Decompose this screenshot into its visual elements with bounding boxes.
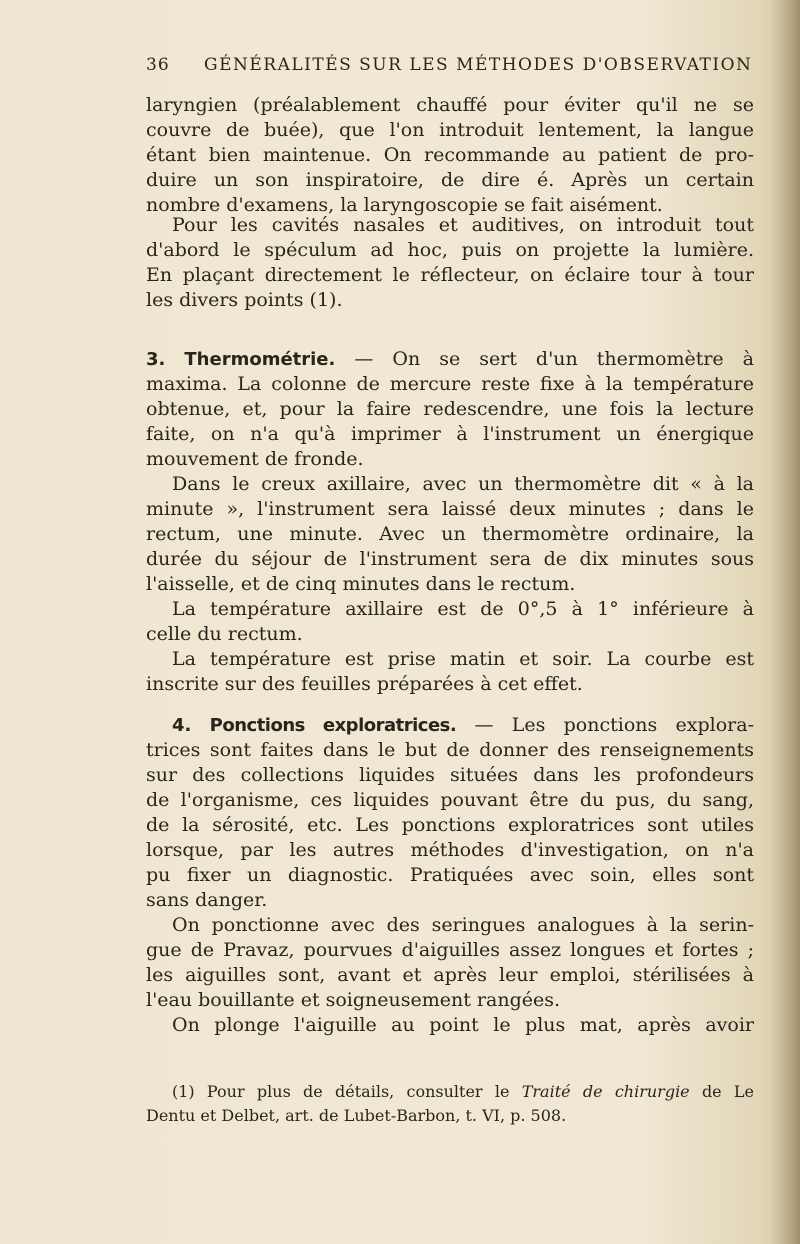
text-line: nombre d'examens, la laryngoscopie se fait aisément. — [146, 194, 663, 216]
text-line: pu fixer un diagnostic. Pratiquées avec soin, elles sont — [146, 864, 754, 886]
text-line: En plaçant directement le réflecteur, on éclaire tour à tour — [146, 264, 754, 286]
footnote — [146, 1080, 754, 1128]
page-edge-shadow — [770, 0, 800, 1244]
text-line: celle du rectum. — [146, 623, 303, 645]
text-line: trices sont faites dans le but de donner des renseignements — [146, 739, 754, 761]
text-line: Dans le creux axillaire, avec un thermomètre dit « à la — [172, 473, 754, 495]
text-line: les divers points (1). — [146, 289, 343, 311]
text-line: sans danger. — [146, 889, 268, 911]
running-title: GÉNÉRALITÉS SUR LES MÉTHODES D'OBSERVATION — [204, 55, 753, 75]
text-line: étant bien maintenue. On recommande au patient de pro- — [146, 144, 754, 166]
text-line: Pour les cavités nasales et auditives, on introduit tout — [172, 214, 754, 236]
text-line: minute », l'instrument sera laissé deux minutes ; dans le — [146, 498, 754, 520]
section-heading-line — [146, 347, 754, 372]
section-heading-line — [146, 713, 754, 738]
text-line: duire un son inspiratoire, de dire é. Après un certain — [146, 169, 754, 191]
footnote-text: (1) Pour plus de détails, consulter le — [172, 1082, 510, 1101]
section-first-line-text: — Les ponctions explora- — [474, 714, 755, 736]
text-line: La température est prise matin et soir. La courbe est — [172, 648, 754, 670]
paragraph-nasal-cavities — [146, 213, 754, 313]
text-line: de la sérosité, etc. Les ponctions exploratrices sont utiles — [146, 814, 754, 836]
text-line: couvre de buée), que l'on introduit lentement, la langue — [146, 119, 754, 141]
text-line: La température axillaire est de 0°,5 à 1° inférieure à — [172, 598, 754, 620]
text-line: On plonge l'aiguille au point le plus mat, après avoir — [172, 1014, 754, 1036]
text-line: On ponctionne avec des seringues analogues à la serin- — [172, 914, 754, 936]
text-line: laryngien (préalablement chauffé pour éviter qu'il ne se — [146, 94, 754, 116]
section-first-line-text: — On se sert d'un thermomètre à — [354, 348, 754, 370]
section-thermometrie — [146, 347, 754, 697]
text-line: durée du séjour de l'instrument sera de dix minutes sous — [146, 548, 754, 570]
text-line: mouvement de fronde. — [146, 448, 364, 470]
text-line: gue de Pravaz, pourvues d'aiguilles assez longues et fortes ; — [146, 939, 754, 961]
text-line: sur des collections liquides situées dans les profondeurs — [146, 764, 754, 786]
text-line: de l'organisme, ces liquides pouvant être du pus, du sang, — [146, 789, 754, 811]
text-line: faite, on n'a qu'à imprimer à l'instrument un énergique — [146, 423, 754, 445]
text-line: maxima. La colonne de mercure reste fixe à la température — [146, 373, 754, 395]
footnote-line — [146, 1080, 754, 1104]
footnote-text: de Le — [701, 1082, 755, 1101]
text-line: les aiguilles sont, avant et après leur emploi, stérilisées à — [146, 964, 754, 986]
footnote-book-title: Traité de chirurgie — [521, 1082, 690, 1101]
page-number: 36 — [146, 55, 170, 75]
footnote-line: Dentu et Delbet, art. de Lubet-Barbon, t. VI, p. 508. — [146, 1106, 567, 1125]
running-header — [146, 55, 756, 83]
paragraph-laryngoscopy — [146, 93, 754, 218]
text-line: d'abord le spéculum ad hoc, puis on projette la lumière. — [146, 239, 754, 261]
text-line: inscrite sur des feuilles préparées à cet effet. — [146, 673, 583, 695]
section-title: Thermométrie. — [184, 349, 336, 370]
section-ponctions — [146, 713, 754, 1038]
text-line: obtenue, et, pour la faire redescendre, une fois la lecture — [146, 398, 754, 420]
section-number: 3. — [146, 349, 166, 370]
text-line: l'aisselle, et de cinq minutes dans le rectum. — [146, 573, 576, 595]
text-line: lorsque, par les autres méthodes d'investigation, on n'a — [146, 839, 754, 861]
text-line: l'eau bouillante et soigneusement rangées. — [146, 989, 561, 1011]
text-line: rectum, une minute. Avec un thermomètre ordinaire, la — [146, 523, 754, 545]
section-number: 4. — [172, 715, 192, 736]
section-title: Ponctions exploratrices. — [209, 715, 457, 736]
